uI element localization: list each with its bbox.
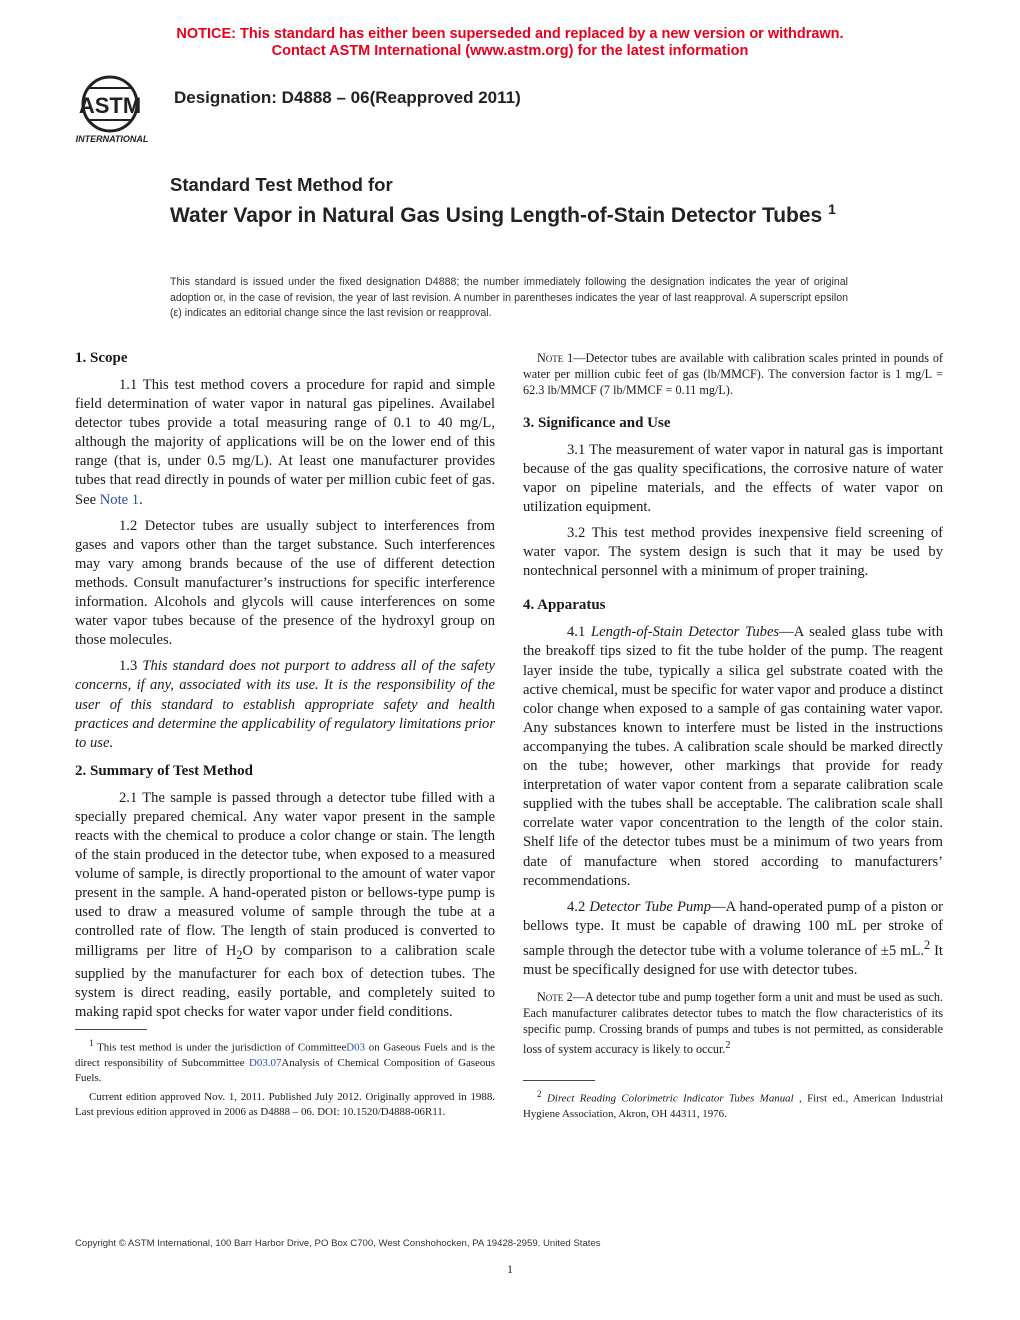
para-2-1: 2.1 The sample is passed through a detector tube filled with a specially prepared chemical. Any water vapor present in the sample reacts with the chemical to produce a color change or stain. The length of the stain produced in the detector tube, when exposed to a measured volume of sample, is directly proportional to the amount of water vapor present in the sample. A hand-operated piston or bellows-type pump is used to draw a measured volume of sample through the tube at a controlled rate of flow. The length of stain produced is converted to milligrams per litre of $H_2O$ by comparison to a calibration scale supplied by the manufacturer for each box of detection tubes. The system is direct reading, easily portable, and completely suited to making rapid spot checks for water vapor under field conditions. bbox=[75, 789, 495, 1020]
designation: Designation: D4888 – 06(Reapproved 2011) bbox=[174, 88, 521, 107]
right-column bbox=[523, 348, 943, 1125]
section-1-heading: 1. Scope bbox=[75, 350, 128, 366]
standard-intro: This standard is issued under the fixed designation D4888; the number immediately following the designation indicates the year of original adoption or, in the case of revision, the year of last revision. A number in parentheses indicates the year of last reapproval. A superscript epsilon (ε) indicates an editorial change since the last revision or reapproval. bbox=[170, 276, 848, 319]
footnote-divider bbox=[75, 1029, 147, 1030]
para-4-1: 4.1 Length-of-Stain Detector Tubes—A sealed glass tube with the breakoff tips sized to fit the tube holder of the pump. The reagent layer inside the tube, typically a silica gel substrate coated with the active chemical, must be specific for water vapor and produce a distinct color change when exposed to a sample of gas containing water vapor. Any substances known to interfere must be listed in the instructions accompanying the tubes. A calibration scale should be marked directly on the tube; however, other markings that provide for ready interpretation of water vapor content from a separate calibration scale supplied with the tubes shall be acceptable. The calibration scale shall correlate water vapor concentration to the length of the color stain. Shelf life of the detector tubes must be a minimum of two years from date of manufacture when stored according to manufacturers’ recommendations. bbox=[523, 624, 943, 889]
footnote-divider-right bbox=[523, 1080, 595, 1081]
subcommittee-d03-07-link[interactable]: D03.07 bbox=[249, 1056, 282, 1069]
footnote-1: $^1$ This test method is under the jurisdiction of CommitteeD03 on Gaseous Fuels and is the direct responsibility of Subcommittee D03.07Analysis of Chemical Composition of Gaseous Fuels. bbox=[75, 1037, 495, 1085]
notice-line-2: Contact ASTM International (www.astm.org) for the latest information bbox=[271, 43, 749, 59]
committee-d03-link[interactable]: D03 bbox=[346, 1041, 366, 1054]
section-2-heading: 2. Summary of Test Method bbox=[75, 762, 253, 779]
note-1: Note 1—Detector tubes are available with calibration scales printed in pounds of water per million cubic feet of gas (lb/MMCF). The conversion factor is 1 mg/L = 62.3 lb/MMCF (7 lb/MMCF = 0.11 mg/L). bbox=[523, 351, 943, 397]
title-prefix: Standard Test Method for bbox=[170, 174, 393, 195]
logo-caption: INTERNATIONAL bbox=[75, 134, 149, 144]
footnote-1-edition: Current edition approved Nov. 1, 2011. Published July 2012. Originally approved in 1988. Last previous edition approved in 2006 as D4888 – 06. DOI: 10.1520/D4888-06R11. bbox=[75, 1090, 495, 1119]
note-1-link[interactable]: Note 1 bbox=[99, 491, 140, 508]
section-3-heading: 3. Significance and Use bbox=[523, 414, 671, 431]
left-column bbox=[75, 348, 495, 1123]
title-text: Water Vapor in Natural Gas Using Length-of-Stain Detector Tubes bbox=[170, 204, 823, 227]
withdrawal-notice bbox=[0, 26, 1020, 60]
footnote-2: $^2$ Direct Reading Colorimetric Indicator Tubes Manual , First ed., American Industrial Hygiene Association, Akron, OH 44311, 1976. bbox=[523, 1088, 943, 1120]
para-3-2: 3.2 This test method provides inexpensive field screening of water vapor. The system design is such that it may be used by nontechnical personnel with a minimum of proper training. bbox=[523, 525, 943, 580]
logo-letters: ASTM bbox=[78, 93, 142, 118]
note-2: Note 2—A detector tube and pump together form a unit and must be used as such. Each manufacturer calibrates detector tubes to match the flow characteristics of its specific pump. Crossing brands of pumps and tubes is not permitted, as considerable loss of system accuracy is likely to occur.$^2$ bbox=[523, 989, 944, 1056]
para-4-2: 4.2 Detector Tube Pump—A hand-operated pump of a piston or bellows type. It must be capable of drawing 100 mL per stroke of sample through the detector tube with a volume tolerance of ±5 mL.$^2$ It must be specifically designed for use with detector tubes. bbox=[523, 898, 943, 978]
section-4-heading: 4. Apparatus bbox=[523, 597, 606, 614]
para-1-3: 1.3 This standard does not purport to address all of the safety concerns, if any, associated with its use. It is the responsibility of the user of this standard to establish appropriate safety and health practices and determine the applicability of regulatory limitations prior to use. bbox=[75, 658, 495, 751]
notice-line-1: NOTICE: This standard has either been superseded and replaced by a new version or withdrawn. bbox=[176, 26, 844, 42]
para-3-1: 3.1 The measurement of water vapor in natural gas is important because of the gas quality specifications, the corrosive nature of water vapor on pipeline materials, and the effects of water vapor on utilization equipment. bbox=[523, 441, 943, 515]
document-title bbox=[170, 174, 870, 229]
astm-logo bbox=[72, 74, 162, 146]
para-1-1: 1.1 This test method covers a procedure for rapid and simple field determination of water vapor in natural gas pipelines. Availabel detector tubes provide a total measuring range of 0.1 to 40 mg/L, although the majority of applications will be on the lower end of this range (that is, under 0.5 mg/L). At least one manufacturer provides tubes that read directly in pounds of water per million cubic feet of gas. See Note 1. bbox=[75, 377, 495, 508]
para-1-2: 1.2 Detector tubes are usually subject to interferences from gases and vapors other than the target substance. Such interferences may vary among brands because of the use of different detection methods. Consult manufacturer’s instructions for specific interference information. Alcohols and glycols will cause interferences on some water vapor tubes because of the presence of the hydroxyl group on those molecules. bbox=[75, 517, 495, 649]
title-main bbox=[170, 196, 870, 229]
page-number: 1 bbox=[507, 1262, 513, 1276]
title-footnote-mark: 1 bbox=[828, 201, 836, 217]
astm-emblem-icon bbox=[72, 74, 162, 146]
copyright-footer: Copyright © ASTM International, 100 Barr Harbor Drive, PO Box C700, West Conshohocken, PA 19428-2959. United States bbox=[75, 1238, 601, 1249]
